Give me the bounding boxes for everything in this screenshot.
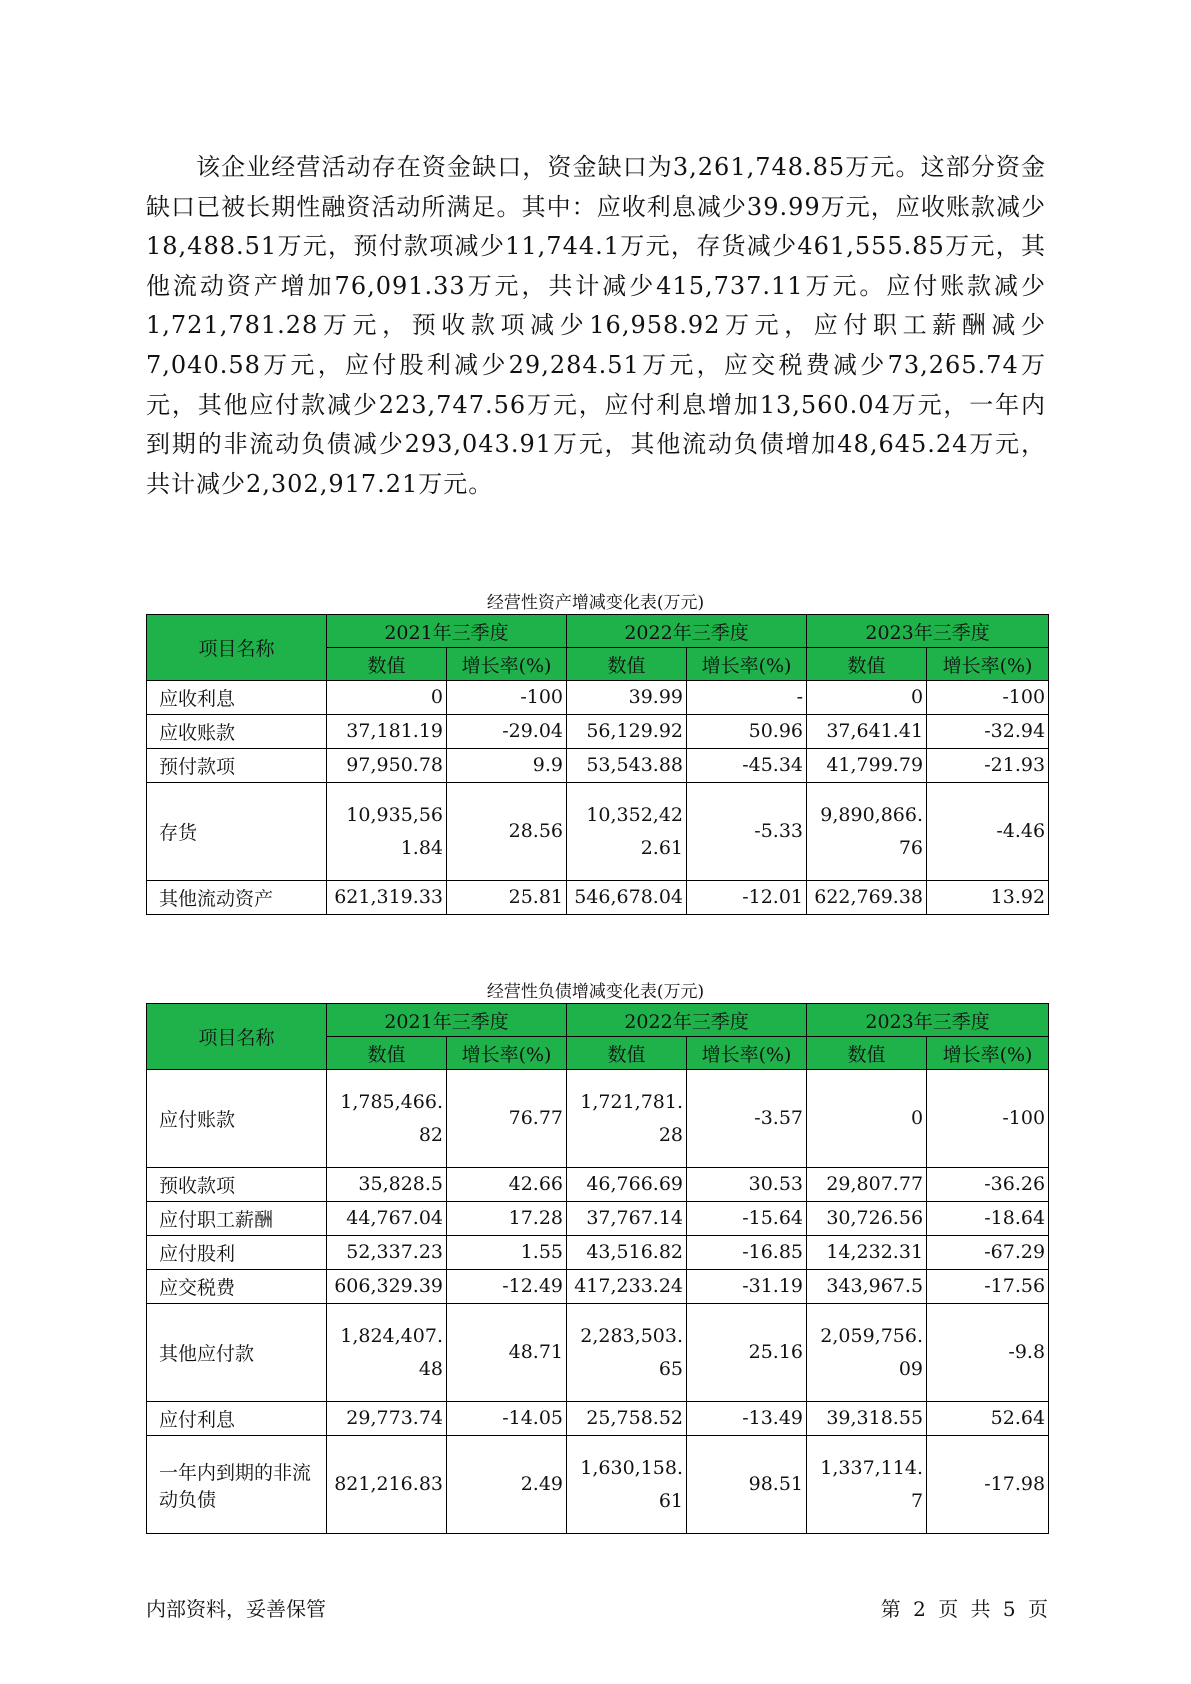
cell-text: -18.64 (984, 1207, 1046, 1229)
cell-text: 2,283,503.65 (580, 1324, 684, 1380)
value-cell (327, 1270, 447, 1304)
value-cell (567, 1270, 687, 1304)
cell-text: 2.49 (520, 1473, 564, 1495)
cell-text: 29,773.74 (346, 1407, 443, 1429)
cell-text: -5.33 (754, 820, 804, 842)
cell-text: 56,129.92 (586, 720, 684, 742)
table-row (147, 783, 1049, 881)
rate-cell (687, 1236, 807, 1270)
value-cell (807, 881, 927, 915)
liabilities-table-caption: 经营性负债增减变化表(万元) (486, 982, 705, 1002)
cell-text: -31.19 (742, 1275, 804, 1297)
value-cell (807, 1436, 927, 1534)
table-row (147, 1304, 1049, 1402)
cell-text: 17.28 (508, 1207, 564, 1229)
value-cell (327, 1070, 447, 1168)
cell-text: 821,216.83 (334, 1473, 443, 1495)
value-cell (807, 681, 927, 715)
rate-cell (927, 783, 1049, 881)
rate-cell (447, 881, 567, 915)
row-label: 预收款项 (147, 1168, 327, 1202)
value-cell (327, 1304, 447, 1402)
rate-cell (687, 1168, 807, 1202)
rate-cell (687, 1202, 807, 1236)
row-label: 其他流动资产 (147, 881, 327, 915)
cell-text: -32.94 (984, 720, 1046, 742)
cell-text: 10,935,561.84 (346, 803, 443, 859)
rate-cell (927, 715, 1049, 749)
rate-cell (447, 1402, 567, 1436)
cell-text: 606,329.39 (334, 1275, 443, 1297)
value-cell (567, 783, 687, 881)
row-label: 预付款项 (147, 749, 327, 783)
header-value: 数值 (327, 648, 447, 681)
rate-cell (687, 783, 807, 881)
cell-text: 37,641.41 (826, 720, 924, 742)
rate-cell (687, 1270, 807, 1304)
cell-text: -9.8 (1008, 1341, 1046, 1363)
cell-text: 1,824,407.48 (340, 1324, 443, 1380)
rate-cell (927, 749, 1049, 783)
cell-text: 25.81 (508, 886, 564, 908)
cell-text: 343,967.5 (826, 1275, 924, 1297)
rate-cell (447, 1436, 567, 1534)
value-cell (567, 1402, 687, 1436)
cell-text: - (796, 686, 804, 708)
value-cell (807, 1402, 927, 1436)
cell-text: 44,767.04 (346, 1207, 443, 1229)
cell-text: -12.01 (742, 886, 804, 908)
header-rate: 增长率(%) (927, 648, 1049, 681)
value-cell (567, 681, 687, 715)
value-cell (807, 1304, 927, 1402)
summary-paragraph: 该企业经营活动存在资金缺口，资金缺口为3,261,748.85万元。这部分资金缺口已被长期性融资活动所满足。其中：应收利息减少39.99万元，应收账款减少18,488.51万元，预付款项减少11,744.1万元，存货减少461,555.85万元，其他流动资产增加76,091.33万元，共计减少415,737.11万元。应付账款减少1,721,781.28万元，预收款项减少16,958.92万元，应付职工薪酬减少7,040.58万元，应付股利减少29,284.51万元，应交税费减少73,265.74万元，其他应付款减少223,747.56万元，应付利息增加13,560.04万元，一年内到期的非流动负债减少293,043.91万元，其他流动负债增加48,645.24万元，共计减少2,302,917.21万元。 (146, 153, 1046, 498)
header-year: 2021年三季度 (327, 615, 567, 648)
cell-text: 42.66 (508, 1173, 564, 1195)
header-rate: 增长率(%) (447, 1037, 567, 1070)
value-cell (327, 1168, 447, 1202)
rate-cell (927, 1402, 1049, 1436)
cell-text: 1,630,158.61 (580, 1456, 684, 1512)
row-label: 其他应付款 (147, 1304, 327, 1402)
cell-text: -67.29 (984, 1241, 1046, 1263)
header-year: 2023年三季度 (807, 615, 1049, 648)
value-cell (567, 1202, 687, 1236)
value-cell (327, 1236, 447, 1270)
row-label: 应付账款 (147, 1070, 327, 1168)
cell-text: -100 (1002, 1107, 1046, 1129)
rate-cell (687, 1436, 807, 1534)
header-value: 数值 (327, 1037, 447, 1070)
rate-cell (687, 749, 807, 783)
row-label: 一年内到期的非流动负债 (147, 1436, 327, 1534)
rate-cell (687, 715, 807, 749)
rate-cell (447, 1168, 567, 1202)
table-row (147, 881, 1049, 915)
cell-text: 0 (910, 1107, 924, 1129)
value-cell (567, 1168, 687, 1202)
rate-cell (687, 1070, 807, 1168)
cell-text: 1,785,466.82 (340, 1090, 443, 1146)
header-rate: 增长率(%) (447, 648, 567, 681)
cell-text: -100 (1002, 686, 1046, 708)
cell-text: 39,318.55 (826, 1407, 924, 1429)
header-year: 2023年三季度 (807, 1004, 1049, 1037)
rate-cell (927, 881, 1049, 915)
header-year: 2022年三季度 (567, 615, 807, 648)
value-cell (327, 1202, 447, 1236)
cell-text: 1,337,114.7 (820, 1456, 924, 1512)
cell-text: 622,769.38 (814, 886, 924, 908)
header-value: 数值 (567, 1037, 687, 1070)
cell-text: 35,828.5 (358, 1173, 443, 1195)
assets-table (146, 614, 1049, 915)
value-cell (567, 1236, 687, 1270)
rate-cell (687, 681, 807, 715)
cell-text: -3.57 (754, 1107, 804, 1129)
value-cell (567, 715, 687, 749)
rate-cell (927, 1436, 1049, 1534)
header-year: 2021年三季度 (327, 1004, 567, 1037)
rate-cell (447, 1202, 567, 1236)
cell-text: -15.64 (742, 1207, 804, 1229)
rate-cell (447, 1270, 567, 1304)
table-row (147, 1402, 1049, 1436)
value-cell (327, 681, 447, 715)
cell-text: 41,799.79 (826, 754, 924, 776)
value-cell (327, 715, 447, 749)
header-value: 数值 (807, 1037, 927, 1070)
cell-text: -21.93 (984, 754, 1046, 776)
value-cell (327, 783, 447, 881)
header-rate: 增长率(%) (687, 1037, 807, 1070)
row-label: 应付职工薪酬 (147, 1202, 327, 1236)
rate-cell (447, 1236, 567, 1270)
cell-text: 43,516.82 (586, 1241, 684, 1263)
table-row (147, 1270, 1049, 1304)
cell-text: 621,319.33 (334, 886, 443, 908)
row-label: 应收账款 (147, 715, 327, 749)
cell-text: 37,767.14 (586, 1207, 684, 1229)
cell-text: 10,352,422.61 (586, 803, 684, 859)
cell-text: 98.51 (748, 1473, 804, 1495)
value-cell (807, 783, 927, 881)
value-cell (567, 1304, 687, 1402)
value-cell (807, 1270, 927, 1304)
cell-text: 46,766.69 (586, 1173, 684, 1195)
rate-cell (687, 1304, 807, 1402)
footer-page-number: 第 2 页 共 5 页 (880, 1597, 1048, 1621)
row-label: 应交税费 (147, 1270, 327, 1304)
value-cell (807, 1202, 927, 1236)
rate-cell (927, 1304, 1049, 1402)
cell-text: -17.56 (984, 1275, 1046, 1297)
table-row (147, 715, 1049, 749)
cell-text: 13.92 (990, 886, 1046, 908)
assets-table-body (147, 681, 1049, 915)
header-rate: 增长率(%) (927, 1037, 1049, 1070)
value-cell (807, 1236, 927, 1270)
value-cell (567, 749, 687, 783)
header-item-name: 项目名称 (147, 1004, 327, 1070)
value-cell (567, 1436, 687, 1534)
cell-text: 25,758.52 (586, 1407, 684, 1429)
cell-text: -14.05 (502, 1407, 564, 1429)
cell-text: 28.56 (508, 820, 564, 842)
cell-text: 97,950.78 (346, 754, 443, 776)
cell-text: 30,726.56 (826, 1207, 924, 1229)
header-rate: 增长率(%) (687, 648, 807, 681)
table-row (147, 1168, 1049, 1202)
liabilities-table-body (147, 1070, 1049, 1534)
cell-text: -36.26 (984, 1173, 1046, 1195)
cell-text: -45.34 (742, 754, 804, 776)
cell-text: 417,233.24 (574, 1275, 684, 1297)
cell-text: 9.9 (532, 754, 564, 776)
liabilities-table (146, 1003, 1049, 1534)
cell-text: -12.49 (502, 1275, 564, 1297)
value-cell (807, 715, 927, 749)
cell-text: 29,807.77 (826, 1173, 924, 1195)
cell-text: 14,232.31 (826, 1241, 924, 1263)
cell-text: 48.71 (508, 1341, 564, 1363)
table-row (147, 749, 1049, 783)
cell-text: 9,890,866.76 (820, 803, 924, 859)
rate-cell (447, 681, 567, 715)
cell-text: -17.98 (984, 1473, 1046, 1495)
rate-cell (447, 1070, 567, 1168)
cell-text: 50.96 (748, 720, 804, 742)
rate-cell (927, 1168, 1049, 1202)
cell-text: -4.46 (996, 820, 1046, 842)
cell-text: -29.04 (502, 720, 564, 742)
value-cell (327, 749, 447, 783)
cell-text: 76.77 (508, 1107, 564, 1129)
row-label: 应收利息 (147, 681, 327, 715)
cell-text: 30.53 (748, 1173, 804, 1195)
value-cell (807, 1168, 927, 1202)
header-value: 数值 (807, 648, 927, 681)
rate-cell (447, 1304, 567, 1402)
cell-text: 53,543.88 (586, 754, 684, 776)
rate-cell (927, 1236, 1049, 1270)
rate-cell (447, 783, 567, 881)
table-row (147, 1202, 1049, 1236)
cell-text: 1,721,781.28 (580, 1090, 684, 1146)
cell-text: 1.55 (520, 1241, 564, 1263)
cell-text: 39.99 (628, 686, 684, 708)
header-value: 数值 (567, 648, 687, 681)
header-year: 2022年三季度 (567, 1004, 807, 1037)
rate-cell (447, 715, 567, 749)
rate-cell (447, 749, 567, 783)
value-cell (807, 1070, 927, 1168)
cell-text: -16.85 (742, 1241, 804, 1263)
footer-confidential: 内部资料，妥善保管 (146, 1597, 326, 1621)
cell-text: -13.49 (742, 1407, 804, 1429)
value-cell (807, 749, 927, 783)
cell-text: 2,059,756.09 (820, 1324, 924, 1380)
rate-cell (927, 1270, 1049, 1304)
value-cell (327, 1436, 447, 1534)
value-cell (567, 1070, 687, 1168)
cell-text: 52.64 (990, 1407, 1046, 1429)
value-cell (327, 1402, 447, 1436)
cell-text: 25.16 (748, 1341, 804, 1363)
cell-text: 546,678.04 (574, 886, 684, 908)
cell-text: -100 (520, 686, 564, 708)
header-item-name: 项目名称 (147, 615, 327, 681)
table-row (147, 1070, 1049, 1168)
value-cell (567, 881, 687, 915)
cell-text: 0 (910, 686, 924, 708)
rate-cell (687, 881, 807, 915)
cell-text: 37,181.19 (346, 720, 443, 742)
table-row (147, 1436, 1049, 1534)
row-label: 应付股利 (147, 1236, 327, 1270)
table-row (147, 681, 1049, 715)
rate-cell (927, 1070, 1049, 1168)
rate-cell (687, 1402, 807, 1436)
assets-table-caption: 经营性资产增减变化表(万元) (486, 593, 705, 613)
row-label: 存货 (147, 783, 327, 881)
cell-text: 0 (430, 686, 443, 708)
table-row (147, 1236, 1049, 1270)
rate-cell (927, 681, 1049, 715)
cell-text: 52,337.23 (346, 1241, 443, 1263)
rate-cell (927, 1202, 1049, 1236)
value-cell (327, 881, 447, 915)
row-label: 应付利息 (147, 1402, 327, 1436)
